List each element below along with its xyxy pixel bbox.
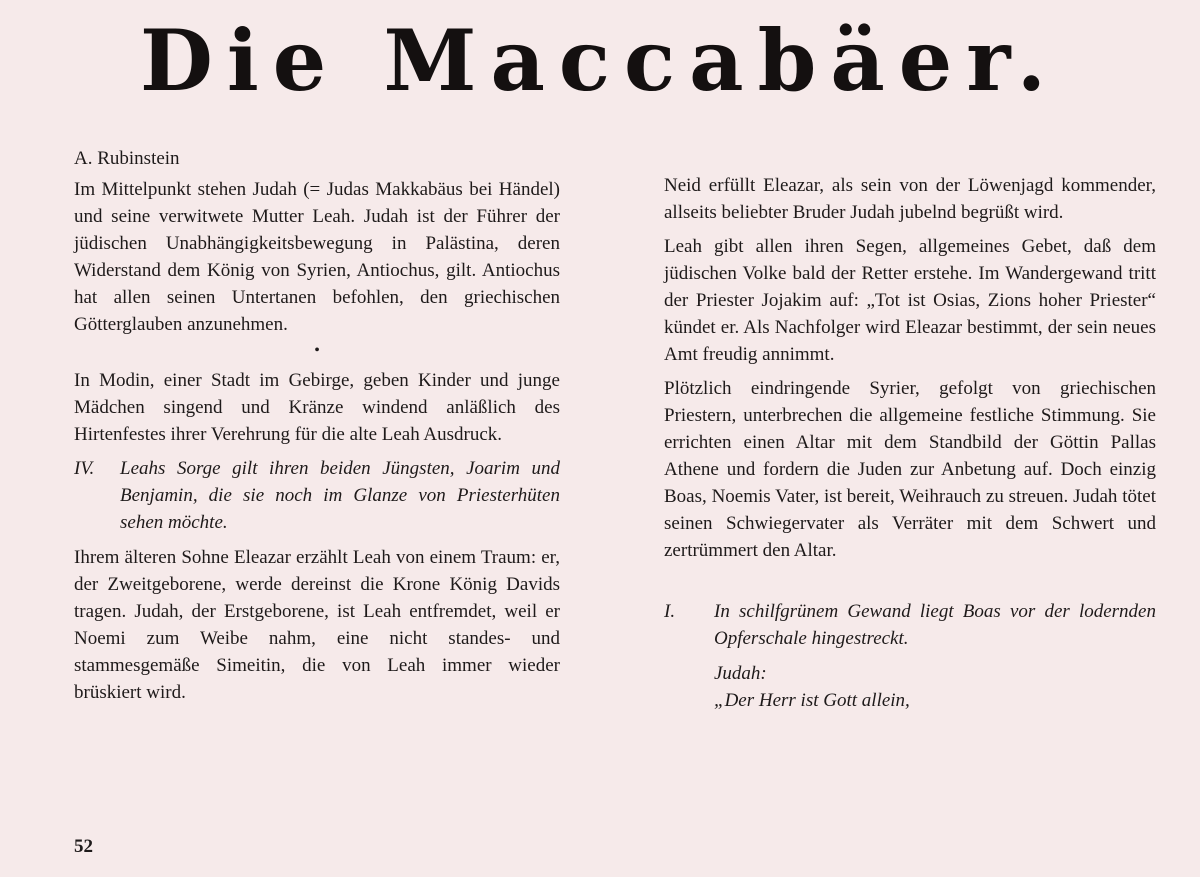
- quote-line: „Der Herr ist Gott allein,: [714, 690, 910, 711]
- paragraph: Ihrem älteren Sohne Eleazar erzählt Leah von einem Traum: er, der Zweitgeborene, werde dereinst die Krone König Davids tragen. Judah, der Erstgeborene, ist Leah entfremdet, weil er Noemi zum Weibe nahm, eine nicht standes- und stammesgemäße Simeitin, die von Leah immer wieder brüskiert wird.: [74, 547, 560, 703]
- paragraph: Neid erfüllt Eleazar, als sein von der Löwenjagd kommender, allseits beliebter Bruder Judah jubelnd begrüßt wird.: [664, 175, 1156, 223]
- scene-direction: [74, 455, 560, 536]
- paragraph: Leah gibt allen ihren Segen, allgemeines Gebet, daß dem jüdischen Volke bald der Retter erstehe. Im Wandergewand tritt der Priester Jojakim auf: „Tot ist Osias, Zions hoher Priester“ kündet er. Als Nachfolger wird Eleazar bestimmt, der sein neues Amt freudig annimmt.: [664, 236, 1156, 365]
- paragraph: Plötzlich eindringende Syrier, gefolgt von griechischen Priestern, unterbrechen die allgemeine festliche Stimmung. Sie errichten einen Altar mit dem Standbild der Göttin Pallas Athene und fordern die Juden zur Anbetung auf. Doch einzig Boas, Noemis Vater, ist bereit, Weihrauch zu streuen. Judah tötet seinen Schwiegervater als Verräter mit dem Schwert und zertrümmert den Altar.: [664, 378, 1156, 561]
- page-number: 52: [74, 836, 93, 857]
- scene-direction: [664, 598, 1156, 652]
- scene-text: Leahs Sorge gilt ihren beiden Jüngsten, Joarim und Benjamin, die sie noch im Glanze von Priesterhüten sehen möchte.: [120, 458, 560, 533]
- paragraph: Im Mittelpunkt stehen Judah (= Judas Makkabäus bei Händel) und seine verwitwete Mutter Leah. Judah ist der Führer der jüdischen Unabhängigkeitsbewegung in Palästina, deren Widerstand dem König von Syrien, Antiochus, gilt. Antiochus hat allen seinen Untertanen befohlen, den griechischen Götterglauben anzunehmen.: [74, 179, 560, 335]
- scene-number: IV.: [74, 458, 95, 479]
- author-name: A. Rubinstein: [74, 148, 180, 169]
- paragraph: In Modin, einer Stadt im Gebirge, geben Kinder und junge Mädchen singend und Kränze windend anläßlich des Hirtenfestes ihrer Verehrung für die alte Leah Ausdruck.: [74, 370, 560, 445]
- section-separator: •: [314, 342, 320, 359]
- right-column: [664, 172, 1156, 714]
- page-title: Die Maccabäer.: [140, 11, 1060, 110]
- scene-text: In schilfgrünem Gewand liegt Boas vor der lodernden Opferschale hingestreckt.: [714, 601, 1156, 649]
- speaker-name: Judah:: [714, 663, 767, 684]
- left-column: [74, 176, 560, 713]
- scene-number: I.: [664, 601, 676, 622]
